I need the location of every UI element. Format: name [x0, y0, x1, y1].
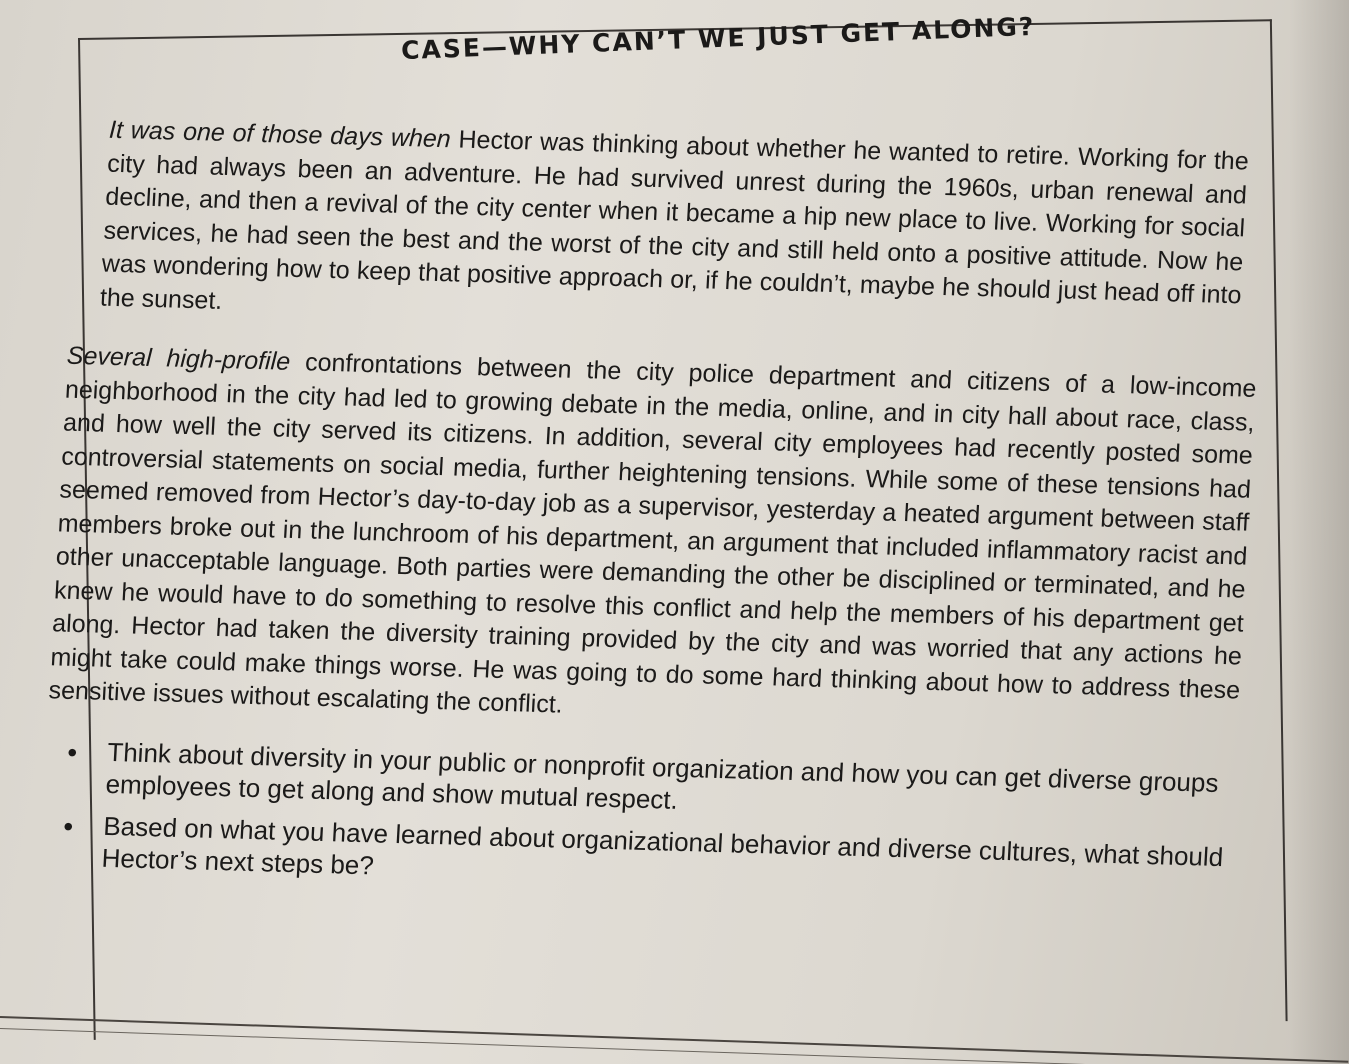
case-content	[47, 11, 1308, 880]
case-title: CASE—WHY CAN’T WE JUST GET ALONG?	[400, 11, 1036, 66]
paragraph-intro	[37, 112, 1249, 346]
bullet-icon: •	[66, 736, 79, 768]
paragraph-conflict	[16, 339, 1257, 741]
question-text: Think about diversity in your public or nonprofit organization and how you can get diverse groups employees to get along and show mutual respect.	[104, 736, 1220, 815]
bullet-icon: •	[62, 810, 75, 842]
case-body	[6, 112, 1287, 915]
paragraph-conflict-lead: Several high-profile	[66, 341, 291, 376]
question-text: Based on what you have learned about organizational behavior and diverse cultures, what should Hector’s next steps be?	[100, 810, 1225, 880]
paragraph-conflict-text: confrontations between the city police department and citizens of a low-income neighborhood in the city had led to growing debate in the media, online, and in city hall about race, class, and how well the city served its citizens. In addition, several city employees had recently posted some controversial statements on social media, further heightening tensions. While some of these tensions had seemed removed from Hector’s day-to-day job as a supervisor, yesterday a heated argument between staff members broke out in the lunchroom of his department, an argument that included inflammatory racist and other unacceptable language. Both parties were demanding the other be disciplined or terminated, and he knew he would have to do something to resolve this conflict and help the members of his department get along. Hector had taken the diversity training provided by the city and was worried that any actions he might take could make things worse. He was going to do some hard thinking about how to address these sensitive issues without escalating the conflict.	[47, 347, 1258, 719]
paragraph-intro-lead: It was one of those days when	[108, 115, 452, 154]
page-shadow	[1289, 0, 1349, 1064]
discussion-questions	[7, 733, 1284, 906]
paragraph-intro-text: Hector was thinking about whether he wanted to retire. Working for the city had always been an adventure. He had survived unrest during the 1960s, urban renewal and decline, and then a revival of the city center when it became a hip new place to live. Working for social services, he had seen the best and the worst of the city and still held onto a positive attitude. Now he was wondering how to keep that positive approach or, if he couldn’t, maybe he should just head off into the sunset.	[99, 125, 1250, 315]
